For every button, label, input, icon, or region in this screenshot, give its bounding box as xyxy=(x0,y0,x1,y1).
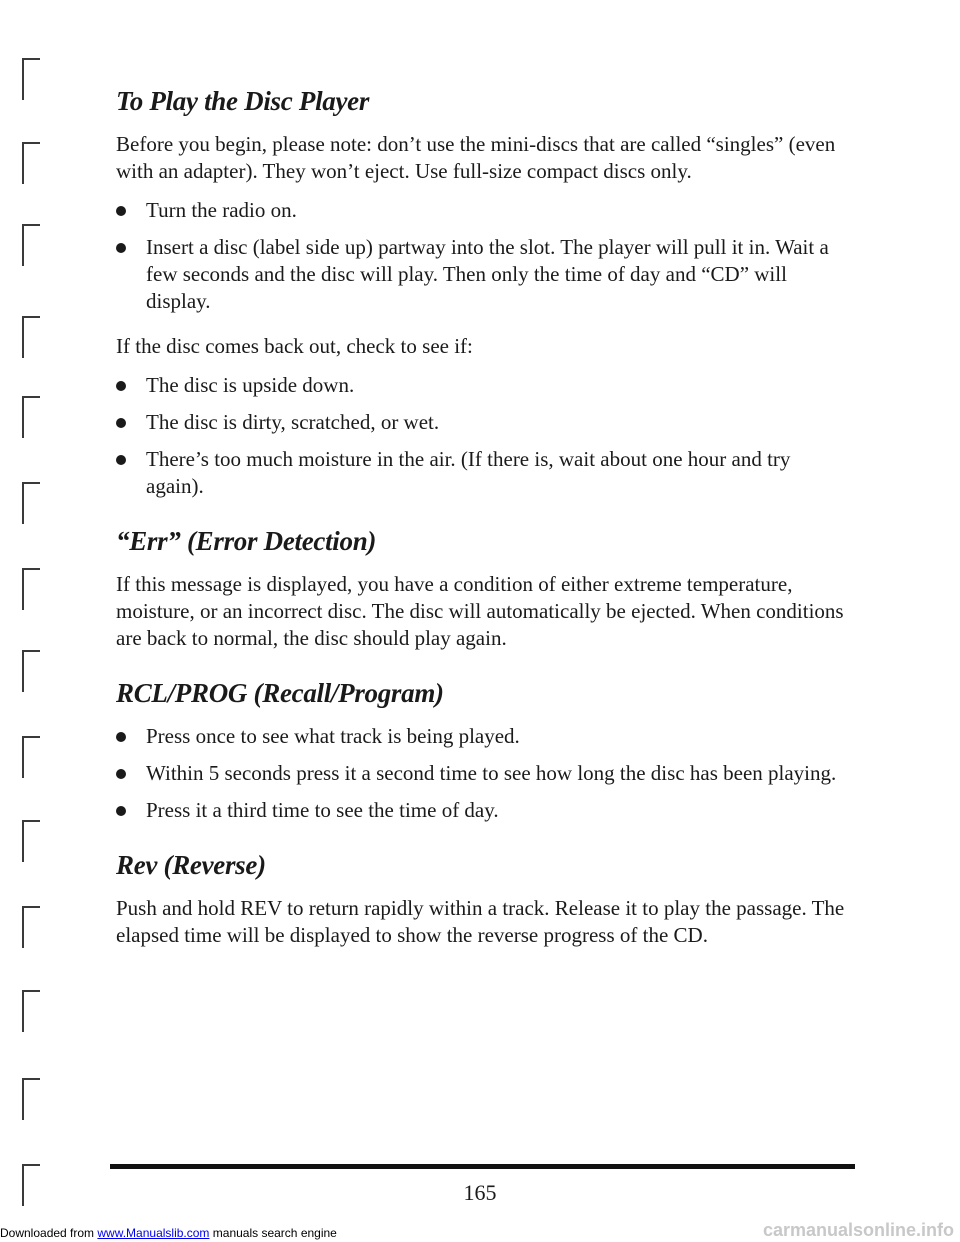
bullet-icon xyxy=(116,769,126,779)
list-item xyxy=(116,234,846,315)
binder-margin-marks xyxy=(0,0,60,1242)
section-recall-program xyxy=(116,678,846,824)
binder-mark xyxy=(22,906,40,948)
download-notice xyxy=(0,1226,337,1240)
list-item-text: Press it a third time to see the time of day. xyxy=(146,798,499,822)
list-item-text: The disc is dirty, scratched, or wet. xyxy=(146,410,440,434)
list-item-text: Within 5 seconds press it a second time to see how long the disc has been playing. xyxy=(146,761,837,785)
bullet-icon xyxy=(116,381,126,391)
binder-mark xyxy=(22,482,40,524)
list-item-text: Insert a disc (label side up) partway into the slot. The player will pull it in. Wait a few seconds and the disc will play. Then only the time of day and “CD” will display. xyxy=(146,235,829,313)
bullet-icon xyxy=(116,806,126,816)
checks-list xyxy=(116,372,846,500)
steps-list xyxy=(116,197,846,315)
list-item-text: There’s too much moisture in the air. (If there is, wait about one hour and try again). xyxy=(146,447,791,498)
bullet-icon xyxy=(116,206,126,216)
body-paragraph: If this message is displayed, you have a condition of either extreme temperature, moisture, or an incorrect disc. The disc will automatically be ejected. When conditions are back to normal, the disc should play again. xyxy=(116,572,844,650)
recall-list xyxy=(116,723,846,824)
list-item xyxy=(116,197,846,224)
list-item xyxy=(116,372,846,399)
binder-mark xyxy=(22,568,40,610)
footer-rule xyxy=(110,1164,855,1169)
binder-mark xyxy=(22,396,40,438)
list-item xyxy=(116,723,846,750)
bullet-icon xyxy=(116,455,126,465)
binder-mark xyxy=(22,1078,40,1120)
binder-mark xyxy=(22,224,40,266)
list-item-text: Turn the radio on. xyxy=(146,198,297,222)
section-play-disc-player xyxy=(116,86,846,500)
intro-paragraph: Before you begin, please note: don’t use the mini-discs that are called “singles” (even with an adapter). They won’t eject. Use full-size compact discs only. xyxy=(116,132,836,183)
binder-mark xyxy=(22,736,40,778)
list-item xyxy=(116,409,846,436)
section-heading: To Play the Disc Player xyxy=(116,86,370,116)
binder-mark xyxy=(22,316,40,358)
body-paragraph: Push and hold REV to return rapidly within a track. Release it to play the passage. The elapsed time will be displayed to show the reverse progress of the CD. xyxy=(116,896,845,947)
binder-mark xyxy=(22,990,40,1032)
binder-mark xyxy=(22,142,40,184)
list-item xyxy=(116,446,846,500)
site-watermark: carmanualsonline.info xyxy=(762,1220,954,1240)
download-notice-prefix: Downloaded from xyxy=(0,1226,98,1240)
bullet-icon xyxy=(116,243,126,253)
manualslib-link[interactable]: www.Manualslib.com xyxy=(97,1226,210,1240)
download-notice-suffix: manuals search engine xyxy=(209,1226,337,1240)
section-reverse xyxy=(116,850,846,949)
section-heading: “Err” (Error Detection) xyxy=(116,526,377,556)
list-item-text: Press once to see what track is being played. xyxy=(146,724,520,748)
section-heading: RCL/PROG (Recall/Program) xyxy=(116,678,444,708)
section-heading: Rev (Reverse) xyxy=(116,850,266,880)
list-item xyxy=(116,797,846,824)
binder-mark xyxy=(22,650,40,692)
section-error-detection xyxy=(116,526,846,652)
followup-paragraph: If the disc comes back out, check to see if: xyxy=(116,334,473,358)
list-item-text: The disc is upside down. xyxy=(146,373,355,397)
page-content xyxy=(116,86,846,975)
binder-mark xyxy=(22,820,40,862)
list-item xyxy=(116,760,846,787)
binder-mark xyxy=(22,58,40,100)
page-number: 165 xyxy=(463,1180,497,1205)
bullet-icon xyxy=(116,418,126,428)
bullet-icon xyxy=(116,732,126,742)
